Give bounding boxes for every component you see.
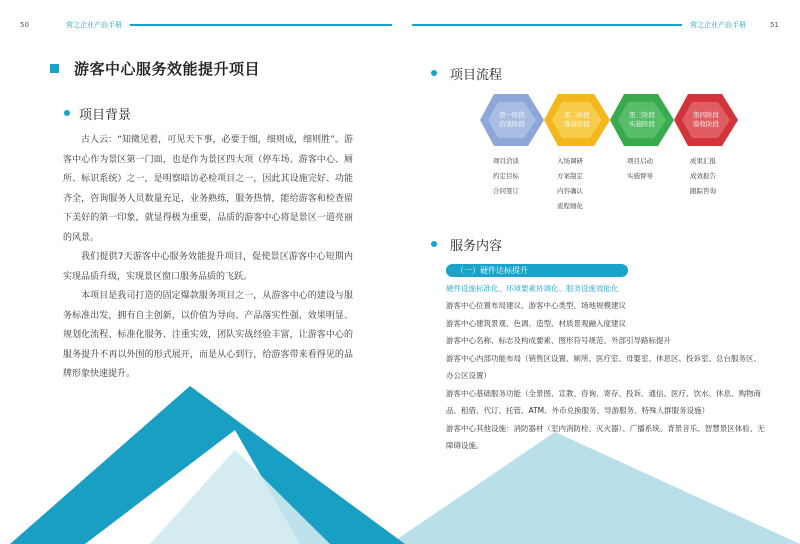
- section-title-services: 服务内容: [450, 239, 503, 254]
- list-item: 游客中心位置布局建议、游客中心类型、场地规模建议: [446, 301, 626, 310]
- list-item: 约定目标: [493, 172, 519, 180]
- list-item: 流程细化: [557, 202, 583, 210]
- list-item: 实施督导: [627, 172, 653, 180]
- list-item: 游客中心名称、标志及构成要素、图形符号规范、外部引导路标提升: [446, 336, 671, 345]
- list-item: 项目启动: [627, 157, 653, 165]
- left-header-title: 营之企业产品手册: [66, 21, 122, 29]
- stage-3-label: 第三阶段 实施阶段: [629, 111, 655, 128]
- stage-1-items: [493, 154, 519, 199]
- list-item: 项目洽谈: [493, 157, 519, 165]
- list-item: 游客中心基础服务功能（全景图、宣教、咨询、寄存、投诉、通信、医疗、饮水、休息、购物商品、租借、代订、托管、ATM、外币兑换服务、导游服务、特殊人群服务设施）: [446, 388, 761, 415]
- list-item: 成效报告: [690, 172, 716, 180]
- stage-4-label: 第四阶段 验收阶段: [693, 111, 719, 128]
- title-square-icon: [50, 64, 59, 73]
- background-text: [63, 131, 353, 385]
- category-bar: （一）硬件达标提升: [446, 264, 628, 277]
- stage-4-items: [690, 154, 716, 199]
- page-title: 游客中心服务效能提升项目: [74, 60, 261, 78]
- bullet-dot-icon: [431, 241, 437, 247]
- list-item: 游客中心内部功能布局（销售区设置、厕所、医疗室、母婴室、休息区、投诉室、总台服务区、办公区设置）: [446, 353, 761, 380]
- list-item: 游客中心其他设施：消防器材（室内消防栓、灭火器）、广播系统、背景音乐、智慧景区体验、无障碍设施。: [446, 423, 765, 450]
- list-item: 跟踪咨询: [690, 187, 716, 195]
- paragraph-1: 古人云：“知微见着，可见天下事，必要于细，细则成，细则胜”。游客中心作为景区第一门面，也是作为景区四大项（停车场、游客中心、厕所、标识系统）之一，是明察暗访必检项目之一，因此其设施完好、功能齐全，咨询服务人员数量充足，业务熟练，服务热情，能给游客和检查留下美好的第一印象，就显得极为重要，品质的游客中心将是景区一道亮丽的风景。: [63, 135, 353, 243]
- list-item: 成果汇报: [690, 157, 716, 165]
- left-header-rule: [130, 24, 392, 26]
- list-item: 入场调研: [557, 157, 583, 165]
- bullet-dot-icon: [431, 70, 437, 76]
- stage-2-items: [557, 154, 583, 214]
- right-header-rule: [412, 24, 682, 26]
- list-item: 合同签订: [493, 187, 519, 195]
- list-item: 内容确认: [557, 187, 583, 195]
- list-item: 游客中心建筑景观、色调、造型、材质景观融入度建议: [446, 318, 626, 328]
- stage-1-label: 第一阶段 洽谈阶段: [499, 111, 525, 128]
- highlight-line: 硬件设施标准化、环境要素协调化、服务设施效能化: [446, 284, 619, 293]
- section-title-background: 项目背景: [79, 108, 132, 123]
- bullet-dot-icon: [64, 110, 70, 116]
- right-header-title: 营之企业产品手册: [690, 21, 746, 29]
- service-list: [446, 297, 768, 455]
- left-page-number: 50: [20, 21, 29, 29]
- list-item: 方案制定: [557, 172, 583, 180]
- right-page-number: 51: [770, 21, 779, 29]
- stage-2-label: 第二阶段 筹备阶段: [564, 111, 590, 128]
- section-title-process: 项目流程: [450, 68, 503, 83]
- stage-3-items: [627, 154, 653, 184]
- paragraph-2: 我们提供7天游客中心服务效能提升项目，促使景区游客中心短期内实现品质升级，实现景区窗口服务品质的飞跃。: [63, 252, 353, 282]
- paragraph-3: 本项目是我司打造的固定爆款服务项目之一，从游客中心的建设与服务标准出发，拥有自主创新，以价值为导向、产品落实性强、效果明显、规划化流程、标准化服务、注重实效，团队实战经验丰富，让游客中心的服务提升不再以外围的形式展开，而是从心到行，给游客带来看得见的品牌形象快速提升。: [63, 291, 353, 379]
